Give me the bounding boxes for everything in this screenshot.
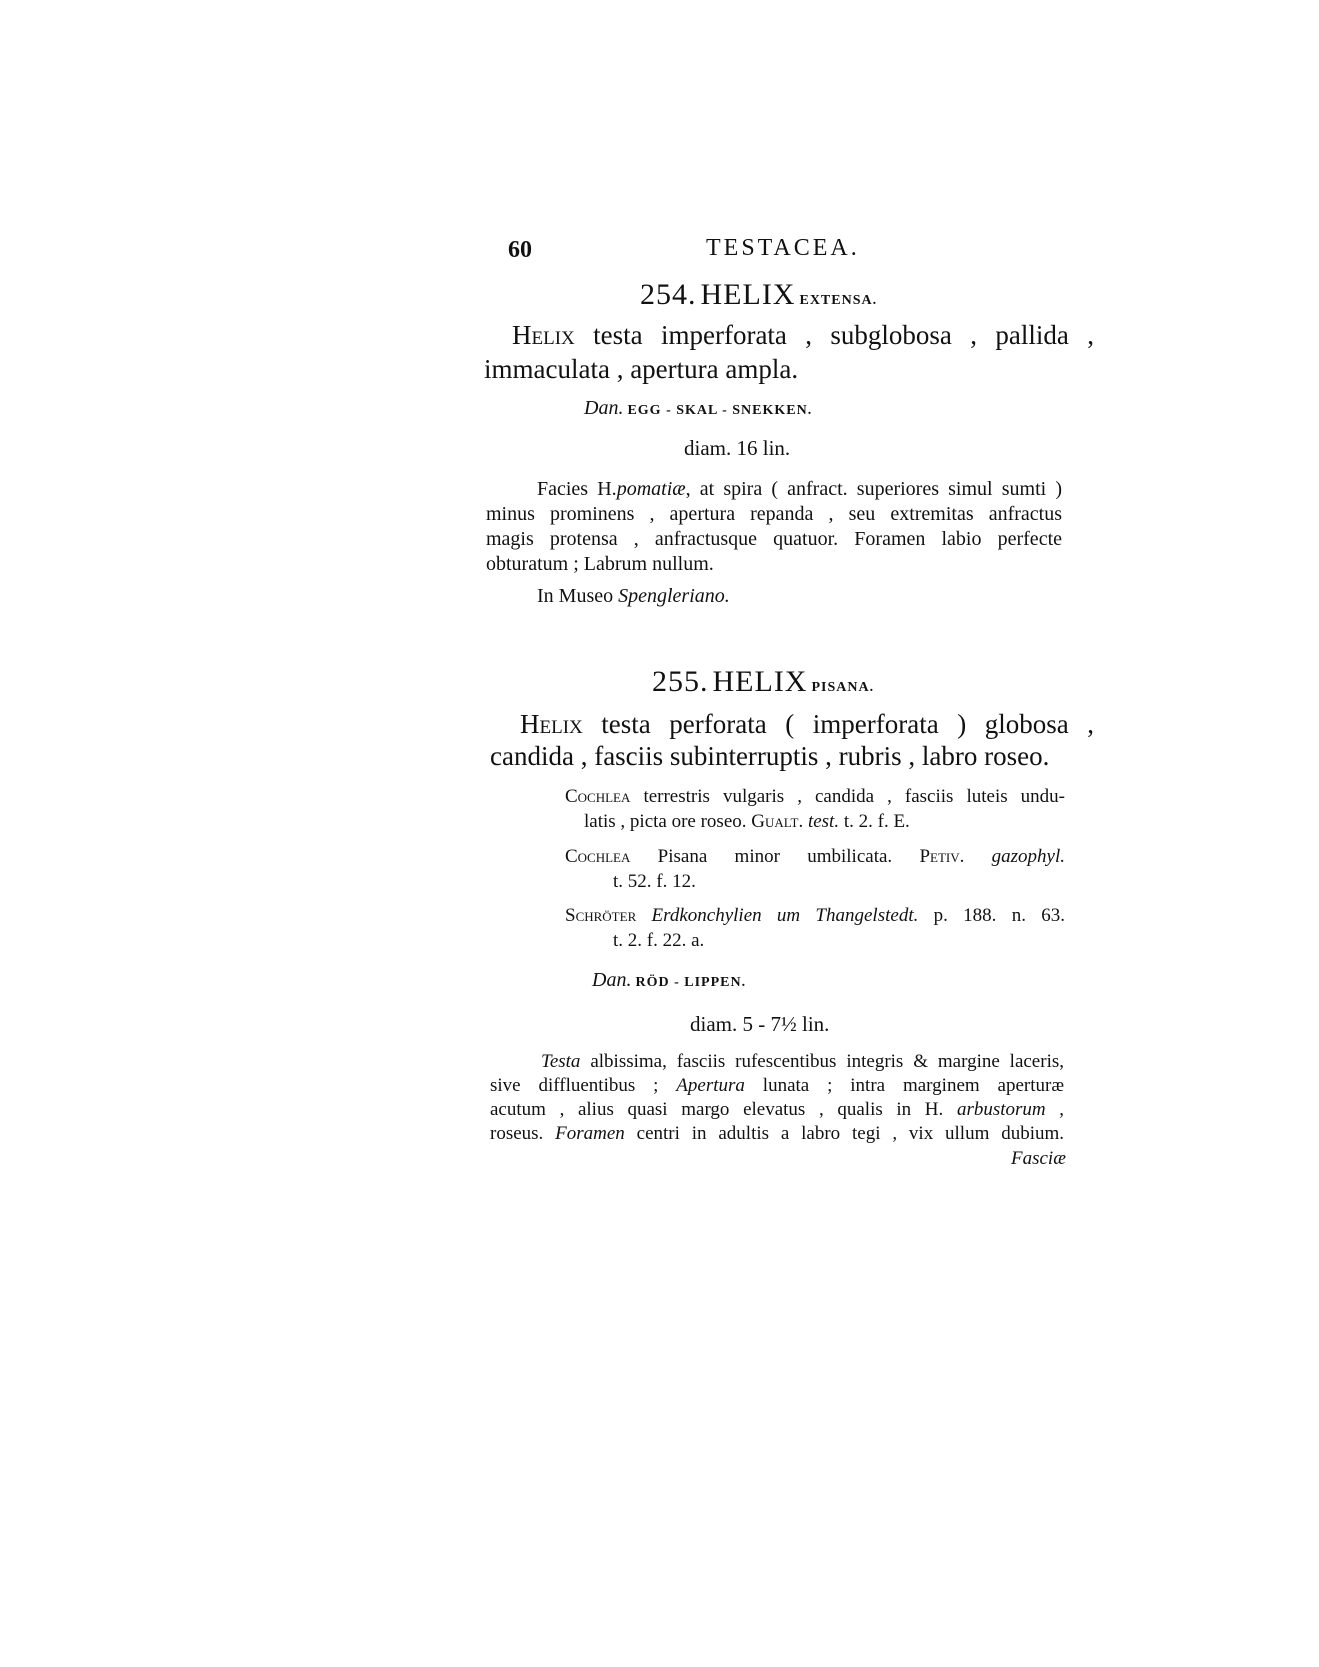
- diagnosis-line-1: testa perforata ( imperforata ) globosa ,: [601, 709, 1095, 739]
- catchword: Fasciæ: [1011, 1148, 1066, 1169]
- description-italic: Apertura: [676, 1075, 745, 1096]
- synonym-text: latis , picta ore roseo.: [584, 811, 747, 832]
- description-text: centri in adultis a labro tegi , vix ullum dubium.: [636, 1123, 1065, 1144]
- synonym-text: terrestris vulgaris , candida , fasciis luteis undu-: [643, 786, 1066, 807]
- description-text: , at spira ( anfract. superiores simul sumti ): [685, 478, 1062, 500]
- diameter: diam. 16 lin.: [684, 436, 791, 460]
- museum-name: Spengleriano.: [618, 585, 730, 607]
- diagnosis: [520, 709, 1094, 740]
- museum-note: [537, 585, 730, 608]
- diagnosis: [512, 320, 1094, 351]
- genus-name: HELIX: [700, 278, 796, 311]
- synonym-author: Gualt.: [751, 811, 804, 832]
- description-line: magis protensa , anfractusque quatuor. Foramen labio perfecte: [486, 528, 1062, 550]
- danish-label: Dan.: [584, 397, 624, 419]
- synonym-author: Petiv.: [919, 846, 965, 867]
- museum-prefix: In Museo: [537, 585, 614, 607]
- synonym-line: [565, 905, 1065, 927]
- diagnosis-line-1: testa imperforata , subglobosa , pallida ,: [593, 320, 1094, 350]
- synonym-work: test.: [807, 811, 840, 832]
- synonym-line: [565, 846, 1065, 868]
- diagnosis-line-2: candida , fasciis subinterruptis , rubris , labro roseo.: [490, 741, 1050, 771]
- description-line: minus prominens , apertura repanda , seu extremitas anfractus: [486, 503, 1062, 525]
- species-epithet: PISANA.: [811, 680, 875, 695]
- description-italic: Foramen: [555, 1123, 625, 1144]
- synonym-lead: Cochlea: [565, 786, 631, 807]
- description-text: lunata ; intra marginem aperturæ: [762, 1075, 1065, 1096]
- description-text: roseus.: [490, 1123, 544, 1144]
- species-number: 255.: [652, 665, 709, 698]
- diameter: diam. 5 - 7½ lin.: [690, 1012, 830, 1036]
- synonym-work: Erdkonchylien um Thangelstedt.: [651, 905, 919, 926]
- synonym-work: gazophyl.: [991, 846, 1066, 867]
- page-number: 60: [508, 237, 532, 263]
- synonym-text: Pisana minor umbilicata.: [657, 846, 893, 867]
- running-title: TESTACEA.: [706, 235, 860, 261]
- description-line: [537, 478, 1062, 501]
- description-line: [490, 1075, 1064, 1097]
- danish-vernacular: RÖD - LIPPEN.: [635, 975, 747, 990]
- danish-name: [592, 969, 746, 992]
- synonym-ref: p. 188. n. 63.: [933, 905, 1066, 926]
- description-text: acutum , alius quasi margo elevatus , qualis in H.: [490, 1099, 944, 1120]
- species-number: 254.: [640, 278, 697, 311]
- description-line: [490, 1099, 1064, 1121]
- synonym-ref: t. 2. f. E.: [843, 811, 910, 832]
- genus-abbr: Helix: [520, 709, 583, 739]
- description-text: albissima, fasciis rufescentibus integris & margine laceris,: [590, 1051, 1064, 1072]
- species-heading: [640, 278, 877, 312]
- synonym-line: [565, 786, 1065, 808]
- diagnosis-line-2: immaculata , apertura ampla.: [484, 354, 799, 384]
- description-italic: arbustorum: [956, 1099, 1046, 1120]
- description-italic: pomatiæ: [616, 478, 686, 500]
- genus-abbr: Helix: [512, 320, 575, 350]
- synonym-line: [584, 811, 910, 833]
- synonym-line: t. 52. f. 12.: [613, 871, 696, 892]
- description-italic: Testa: [541, 1051, 581, 1072]
- description-line: [541, 1051, 1064, 1073]
- species-epithet: EXTENSA.: [799, 293, 878, 308]
- genus-name: HELIX: [712, 665, 808, 698]
- synonym-lead: Schröter: [565, 905, 637, 926]
- synonym-lead: Cochlea: [565, 846, 631, 867]
- description-text: Facies H.: [537, 478, 617, 500]
- description-line: [490, 1123, 1064, 1145]
- synonym-line: t. 2. f. 22. a.: [613, 930, 705, 951]
- description-line: obturatum ; Labrum nullum.: [486, 553, 714, 575]
- danish-name: [584, 397, 812, 420]
- danish-label: Dan.: [592, 969, 632, 991]
- description-text: ,: [1059, 1099, 1065, 1120]
- description-text: sive diffluentibus ;: [490, 1075, 659, 1096]
- danish-vernacular: EGG - SKAL - SNEKKEN.: [627, 403, 813, 418]
- species-heading: [652, 665, 874, 699]
